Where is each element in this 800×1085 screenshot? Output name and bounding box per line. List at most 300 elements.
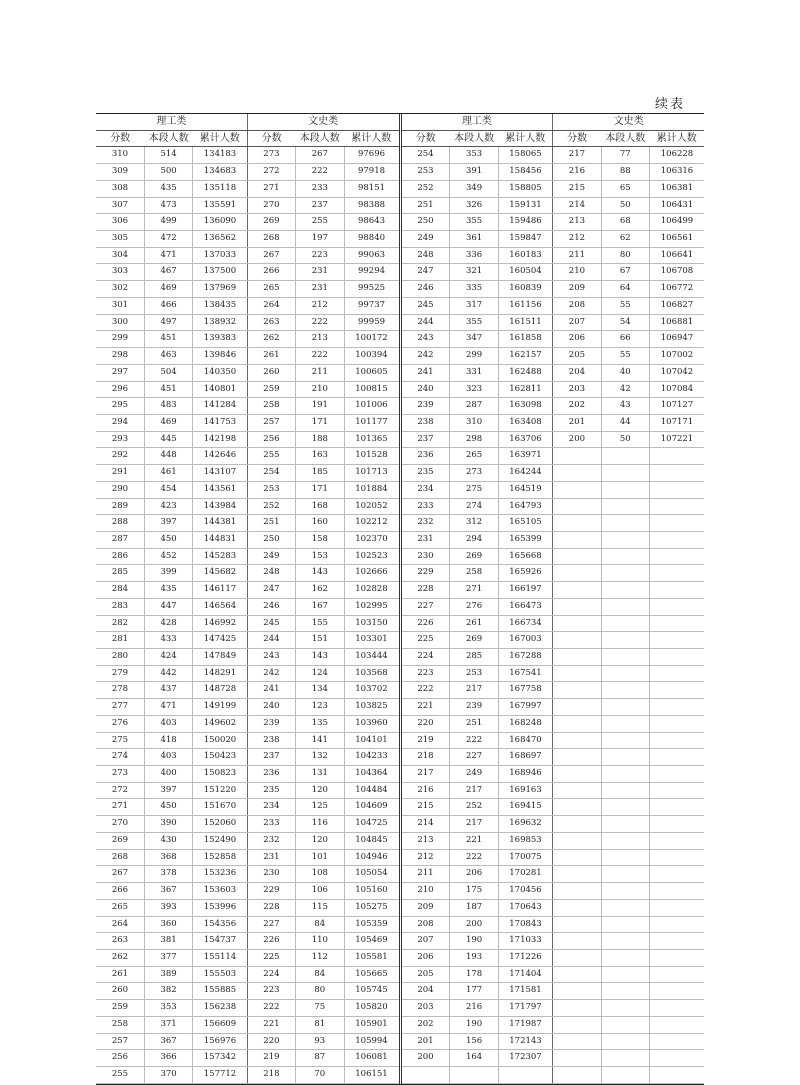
segment-count-cell: 450 — [144, 531, 192, 548]
table-row — [402, 531, 705, 548]
table-row — [402, 197, 705, 214]
segment-count-cell: 211 — [296, 364, 344, 381]
segment-count-cell: 273 — [450, 465, 498, 482]
segment-count-cell: 112 — [296, 949, 344, 966]
cumulative-count-cell: 99737 — [344, 297, 399, 314]
cumulative-count-cell: 149199 — [193, 699, 247, 716]
segment-count-cell: 312 — [450, 515, 498, 532]
cumulative-count-cell: 168697 — [498, 749, 552, 766]
segment-count-cell: 80 — [296, 983, 344, 1000]
score-cell: 225 — [402, 632, 450, 649]
segment-count-cell: 141 — [296, 732, 344, 749]
score-cell — [553, 565, 601, 582]
score-cell: 215 — [402, 799, 450, 816]
segment-count-cell — [601, 465, 649, 482]
segment-count-cell: 514 — [144, 147, 192, 164]
score-cell — [553, 448, 601, 465]
score-cell: 310 — [96, 147, 144, 164]
cumulative-count-cell: 102212 — [344, 515, 399, 532]
segment-count-cell: 442 — [144, 665, 192, 682]
table-row — [96, 866, 399, 883]
segment-count-cell: 258 — [450, 565, 498, 582]
cumulative-count-cell: 150020 — [193, 732, 247, 749]
table-row — [96, 699, 399, 716]
cumulative-count-cell: 145283 — [193, 548, 247, 565]
segment-count-cell: 269 — [450, 548, 498, 565]
table-row — [96, 297, 399, 314]
cumulative-count-cell — [650, 481, 705, 498]
segment-count-cell: 448 — [144, 448, 192, 465]
table-row — [96, 331, 399, 348]
score-cell: 309 — [96, 164, 144, 181]
table-row — [402, 548, 705, 565]
segment-count-cell: 310 — [450, 414, 498, 431]
table-row — [96, 832, 399, 849]
empty-cell — [601, 1066, 649, 1083]
cumulative-count-cell: 106772 — [650, 281, 705, 298]
table-row — [402, 180, 705, 197]
score-cell: 305 — [96, 231, 144, 248]
table-row — [402, 247, 705, 264]
cumulative-count-cell: 143561 — [193, 481, 247, 498]
segment-count-cell: 110 — [296, 933, 344, 950]
cumulative-count-cell: 105359 — [344, 916, 399, 933]
cumulative-count-cell: 103568 — [344, 665, 399, 682]
table-row — [402, 949, 705, 966]
cumulative-count-cell: 171987 — [498, 1016, 552, 1033]
segment-count-cell: 65 — [601, 180, 649, 197]
table-row — [96, 414, 399, 431]
segment-count-cell — [601, 649, 649, 666]
score-cell — [553, 1050, 601, 1067]
segment-count-cell: 299 — [450, 348, 498, 365]
table-row — [402, 699, 705, 716]
score-cell: 261 — [96, 966, 144, 983]
segment-count-cell — [601, 832, 649, 849]
table-row — [96, 766, 399, 783]
col-header-segment: 本段人数 — [296, 130, 344, 147]
score-cell — [553, 682, 601, 699]
col-header-score: 分数 — [247, 130, 295, 147]
score-cell — [553, 933, 601, 950]
cumulative-count-cell: 106081 — [344, 1050, 399, 1067]
segment-count-cell: 371 — [144, 1016, 192, 1033]
segment-count-cell: 454 — [144, 481, 192, 498]
score-cell: 211 — [553, 247, 601, 264]
cumulative-count-cell: 145682 — [193, 565, 247, 582]
segment-count-cell — [601, 866, 649, 883]
cumulative-count-cell: 148728 — [193, 682, 247, 699]
cumulative-count-cell — [650, 832, 705, 849]
cumulative-count-cell: 167003 — [498, 632, 552, 649]
cumulative-count-cell: 168470 — [498, 732, 552, 749]
segment-count-cell — [601, 933, 649, 950]
col-header-score: 分数 — [402, 130, 450, 147]
segment-count-cell: 321 — [450, 264, 498, 281]
table-row — [96, 1033, 399, 1050]
segment-count-cell: 461 — [144, 465, 192, 482]
segment-count-cell — [601, 715, 649, 732]
score-cell: 211 — [402, 866, 450, 883]
score-cell: 206 — [402, 949, 450, 966]
score-cell: 254 — [247, 465, 295, 482]
cumulative-count-cell: 165668 — [498, 548, 552, 565]
table-row — [96, 1066, 399, 1083]
score-cell — [553, 1033, 601, 1050]
table-row — [402, 1050, 705, 1067]
segment-count-cell: 143 — [296, 649, 344, 666]
table-row — [402, 866, 705, 883]
cumulative-count-cell: 106381 — [650, 180, 705, 197]
segment-count-cell: 499 — [144, 214, 192, 231]
col-header-segment: 本段人数 — [601, 130, 649, 147]
table-row — [96, 649, 399, 666]
score-cell — [553, 883, 601, 900]
cumulative-count-cell: 105745 — [344, 983, 399, 1000]
cumulative-count-cell: 146564 — [193, 598, 247, 615]
score-cell: 240 — [402, 381, 450, 398]
score-cell: 218 — [402, 749, 450, 766]
score-cell: 226 — [247, 933, 295, 950]
score-cell: 249 — [247, 548, 295, 565]
segment-count-cell — [601, 498, 649, 515]
score-cell: 262 — [96, 949, 144, 966]
table-row — [402, 448, 705, 465]
segment-count-cell: 66 — [601, 331, 649, 348]
table-row — [96, 247, 399, 264]
table-row — [402, 331, 705, 348]
table-row — [402, 1066, 705, 1083]
score-cell — [553, 649, 601, 666]
table-row — [96, 448, 399, 465]
table-row — [96, 949, 399, 966]
score-cell: 272 — [247, 164, 295, 181]
segment-count-cell: 466 — [144, 297, 192, 314]
table-panel-left — [96, 114, 399, 1084]
table-row — [96, 682, 399, 699]
table-row — [402, 749, 705, 766]
score-cell: 285 — [96, 565, 144, 582]
score-cell: 221 — [247, 1016, 295, 1033]
cumulative-count-cell: 137969 — [193, 281, 247, 298]
score-cell: 252 — [402, 180, 450, 197]
cumulative-count-cell: 171226 — [498, 949, 552, 966]
cumulative-count-cell — [650, 749, 705, 766]
table-row — [96, 598, 399, 615]
score-cell: 212 — [553, 231, 601, 248]
cumulative-count-cell: 104946 — [344, 849, 399, 866]
table-row — [402, 782, 705, 799]
score-cell: 228 — [402, 582, 450, 599]
score-cell: 250 — [247, 531, 295, 548]
score-cell: 235 — [247, 782, 295, 799]
cumulative-count-cell: 102995 — [344, 598, 399, 615]
score-cell: 207 — [553, 314, 601, 331]
segment-count-cell: 54 — [601, 314, 649, 331]
segment-count-cell: 483 — [144, 398, 192, 415]
cumulative-count-cell: 106151 — [344, 1066, 399, 1083]
score-cell: 218 — [247, 1066, 295, 1083]
segment-count-cell: 132 — [296, 749, 344, 766]
score-cell: 267 — [247, 247, 295, 264]
table-row — [402, 665, 705, 682]
score-cell: 261 — [247, 348, 295, 365]
segment-count-cell: 424 — [144, 649, 192, 666]
segment-count-cell: 403 — [144, 715, 192, 732]
segment-count-cell: 355 — [450, 314, 498, 331]
segment-count-cell: 317 — [450, 297, 498, 314]
segment-count-cell: 64 — [601, 281, 649, 298]
cumulative-count-cell: 102523 — [344, 548, 399, 565]
cumulative-count-cell: 155503 — [193, 966, 247, 983]
score-cell — [553, 866, 601, 883]
cumulative-count-cell: 148291 — [193, 665, 247, 682]
score-cell — [553, 715, 601, 732]
segment-count-cell: 274 — [450, 498, 498, 515]
score-cell: 224 — [402, 649, 450, 666]
segment-count-cell — [601, 515, 649, 532]
score-cell: 297 — [96, 364, 144, 381]
score-cell: 201 — [553, 414, 601, 431]
cumulative-count-cell: 157342 — [193, 1050, 247, 1067]
score-cell — [553, 615, 601, 632]
table-row — [96, 715, 399, 732]
segment-count-cell: 377 — [144, 949, 192, 966]
cumulative-count-cell: 163971 — [498, 448, 552, 465]
score-cell: 217 — [402, 766, 450, 783]
score-cell: 271 — [247, 180, 295, 197]
cumulative-count-cell: 98643 — [344, 214, 399, 231]
score-cell: 209 — [402, 899, 450, 916]
col-header-segment: 本段人数 — [144, 130, 192, 147]
cumulative-count-cell: 98388 — [344, 197, 399, 214]
score-cell: 253 — [402, 164, 450, 181]
table-row — [96, 281, 399, 298]
cumulative-count-cell: 152490 — [193, 832, 247, 849]
segment-count-cell: 106 — [296, 883, 344, 900]
score-cell: 203 — [402, 1000, 450, 1017]
table-row — [402, 214, 705, 231]
segment-count-cell: 222 — [296, 314, 344, 331]
score-cell: 230 — [247, 866, 295, 883]
cumulative-count-cell: 168248 — [498, 715, 552, 732]
table-row — [402, 398, 705, 415]
cumulative-count-cell: 134183 — [193, 147, 247, 164]
segment-count-cell: 177 — [450, 983, 498, 1000]
score-cell: 253 — [247, 481, 295, 498]
cumulative-count-cell — [650, 799, 705, 816]
segment-count-cell: 108 — [296, 866, 344, 883]
table-panel-right — [399, 114, 705, 1084]
cumulative-count-cell: 107171 — [650, 414, 705, 431]
score-cell: 220 — [402, 715, 450, 732]
table-row — [402, 732, 705, 749]
segment-count-cell: 67 — [601, 264, 649, 281]
score-cell: 223 — [247, 983, 295, 1000]
segment-count-cell: 323 — [450, 381, 498, 398]
table-row — [402, 515, 705, 532]
score-cell: 271 — [96, 799, 144, 816]
cumulative-count-cell: 104609 — [344, 799, 399, 816]
score-cell: 226 — [402, 615, 450, 632]
cumulative-count-cell — [650, 816, 705, 833]
segment-count-cell — [601, 749, 649, 766]
score-cell: 301 — [96, 297, 144, 314]
segment-count-cell: 151 — [296, 632, 344, 649]
score-cell — [553, 665, 601, 682]
cumulative-count-cell — [650, 782, 705, 799]
score-cell: 303 — [96, 264, 144, 281]
segment-count-cell: 275 — [450, 481, 498, 498]
segment-count-cell: 469 — [144, 281, 192, 298]
score-cell: 300 — [96, 314, 144, 331]
segment-count-cell — [601, 598, 649, 615]
segment-count-cell: 249 — [450, 766, 498, 783]
score-cell: 239 — [402, 398, 450, 415]
score-cell — [553, 598, 601, 615]
table-row — [96, 1050, 399, 1067]
table-row — [402, 582, 705, 599]
cumulative-count-cell — [650, 665, 705, 682]
cumulative-count-cell: 157712 — [193, 1066, 247, 1083]
table-row — [96, 665, 399, 682]
segment-count-cell — [601, 682, 649, 699]
cumulative-count-cell: 105469 — [344, 933, 399, 950]
cumulative-count-cell: 144831 — [193, 531, 247, 548]
score-cell: 230 — [402, 548, 450, 565]
table-row — [96, 916, 399, 933]
cumulative-count-cell: 105054 — [344, 866, 399, 883]
score-cell: 262 — [247, 331, 295, 348]
segment-count-cell: 430 — [144, 832, 192, 849]
score-cell: 299 — [96, 331, 144, 348]
segment-count-cell: 62 — [601, 231, 649, 248]
score-cell: 216 — [553, 164, 601, 181]
cumulative-count-cell: 100172 — [344, 331, 399, 348]
cumulative-count-cell: 99525 — [344, 281, 399, 298]
score-cell: 236 — [402, 448, 450, 465]
cumulative-count-cell: 151670 — [193, 799, 247, 816]
cumulative-count-cell: 142198 — [193, 431, 247, 448]
score-cell: 254 — [402, 147, 450, 164]
cumulative-count-cell: 135591 — [193, 197, 247, 214]
segment-count-cell: 185 — [296, 465, 344, 482]
cumulative-count-cell: 107002 — [650, 348, 705, 365]
table-row — [402, 832, 705, 849]
score-cell: 209 — [553, 281, 601, 298]
score-cell: 214 — [553, 197, 601, 214]
cumulative-count-cell: 163098 — [498, 398, 552, 415]
cumulative-count-cell: 98840 — [344, 231, 399, 248]
segment-count-cell: 504 — [144, 364, 192, 381]
segment-count-cell: 336 — [450, 247, 498, 264]
cumulative-count-cell: 155885 — [193, 983, 247, 1000]
score-cell: 306 — [96, 214, 144, 231]
cumulative-count-cell: 165105 — [498, 515, 552, 532]
table-row — [96, 883, 399, 900]
segment-count-cell: 40 — [601, 364, 649, 381]
cumulative-count-cell: 143107 — [193, 465, 247, 482]
cumulative-count-cell: 104845 — [344, 832, 399, 849]
segment-count-cell: 418 — [144, 732, 192, 749]
segment-count-cell — [601, 782, 649, 799]
cumulative-count-cell — [650, 448, 705, 465]
cumulative-count-cell: 147849 — [193, 649, 247, 666]
cumulative-count-cell: 141284 — [193, 398, 247, 415]
cumulative-count-cell: 100394 — [344, 348, 399, 365]
group-header-science: 理工类 — [96, 114, 247, 130]
score-cell: 255 — [96, 1066, 144, 1083]
score-cell: 244 — [247, 632, 295, 649]
score-cell — [553, 1000, 601, 1017]
table-row — [96, 632, 399, 649]
segment-count-cell: 190 — [450, 933, 498, 950]
table-row — [402, 899, 705, 916]
segment-count-cell — [601, 916, 649, 933]
cumulative-count-cell: 167758 — [498, 682, 552, 699]
cumulative-count-cell: 100815 — [344, 381, 399, 398]
segment-count-cell: 162 — [296, 582, 344, 599]
score-cell: 290 — [96, 481, 144, 498]
segment-count-cell — [601, 966, 649, 983]
cumulative-count-cell — [650, 916, 705, 933]
score-cell: 231 — [247, 849, 295, 866]
group-header-science: 理工类 — [402, 114, 553, 130]
score-cell: 295 — [96, 398, 144, 415]
segment-count-cell: 87 — [296, 1050, 344, 1067]
segment-count-cell: 222 — [296, 348, 344, 365]
score-cell: 248 — [402, 247, 450, 264]
score-cell: 247 — [247, 582, 295, 599]
cumulative-count-cell — [650, 1050, 705, 1067]
segment-count-cell: 210 — [296, 381, 344, 398]
score-cell: 276 — [96, 715, 144, 732]
segment-count-cell: 271 — [450, 582, 498, 599]
cumulative-count-cell: 161156 — [498, 297, 552, 314]
score-cell: 259 — [96, 1000, 144, 1017]
cumulative-count-cell — [650, 849, 705, 866]
cumulative-count-cell: 167997 — [498, 699, 552, 716]
segment-count-cell: 367 — [144, 883, 192, 900]
table-row — [96, 531, 399, 548]
cumulative-count-cell: 106827 — [650, 297, 705, 314]
segment-count-cell: 451 — [144, 381, 192, 398]
segment-count-cell: 349 — [450, 180, 498, 197]
segment-count-cell: 231 — [296, 264, 344, 281]
segment-count-cell: 360 — [144, 916, 192, 933]
table-row — [402, 799, 705, 816]
score-cell: 206 — [553, 331, 601, 348]
segment-count-cell: 55 — [601, 348, 649, 365]
table-row — [402, 715, 705, 732]
segment-count-cell: 81 — [296, 1016, 344, 1033]
score-cell: 255 — [247, 448, 295, 465]
score-cell: 252 — [247, 498, 295, 515]
cumulative-count-cell: 158456 — [498, 164, 552, 181]
cumulative-count-cell — [650, 548, 705, 565]
score-cell: 232 — [247, 832, 295, 849]
score-cell: 204 — [402, 983, 450, 1000]
segment-count-cell: 463 — [144, 348, 192, 365]
score-cell: 266 — [96, 883, 144, 900]
segment-count-cell: 423 — [144, 498, 192, 515]
segment-count-cell: 213 — [296, 331, 344, 348]
score-cell: 213 — [553, 214, 601, 231]
cumulative-count-cell: 146992 — [193, 615, 247, 632]
score-cell: 280 — [96, 649, 144, 666]
cumulative-count-cell: 103960 — [344, 715, 399, 732]
segment-count-cell: 160 — [296, 515, 344, 532]
